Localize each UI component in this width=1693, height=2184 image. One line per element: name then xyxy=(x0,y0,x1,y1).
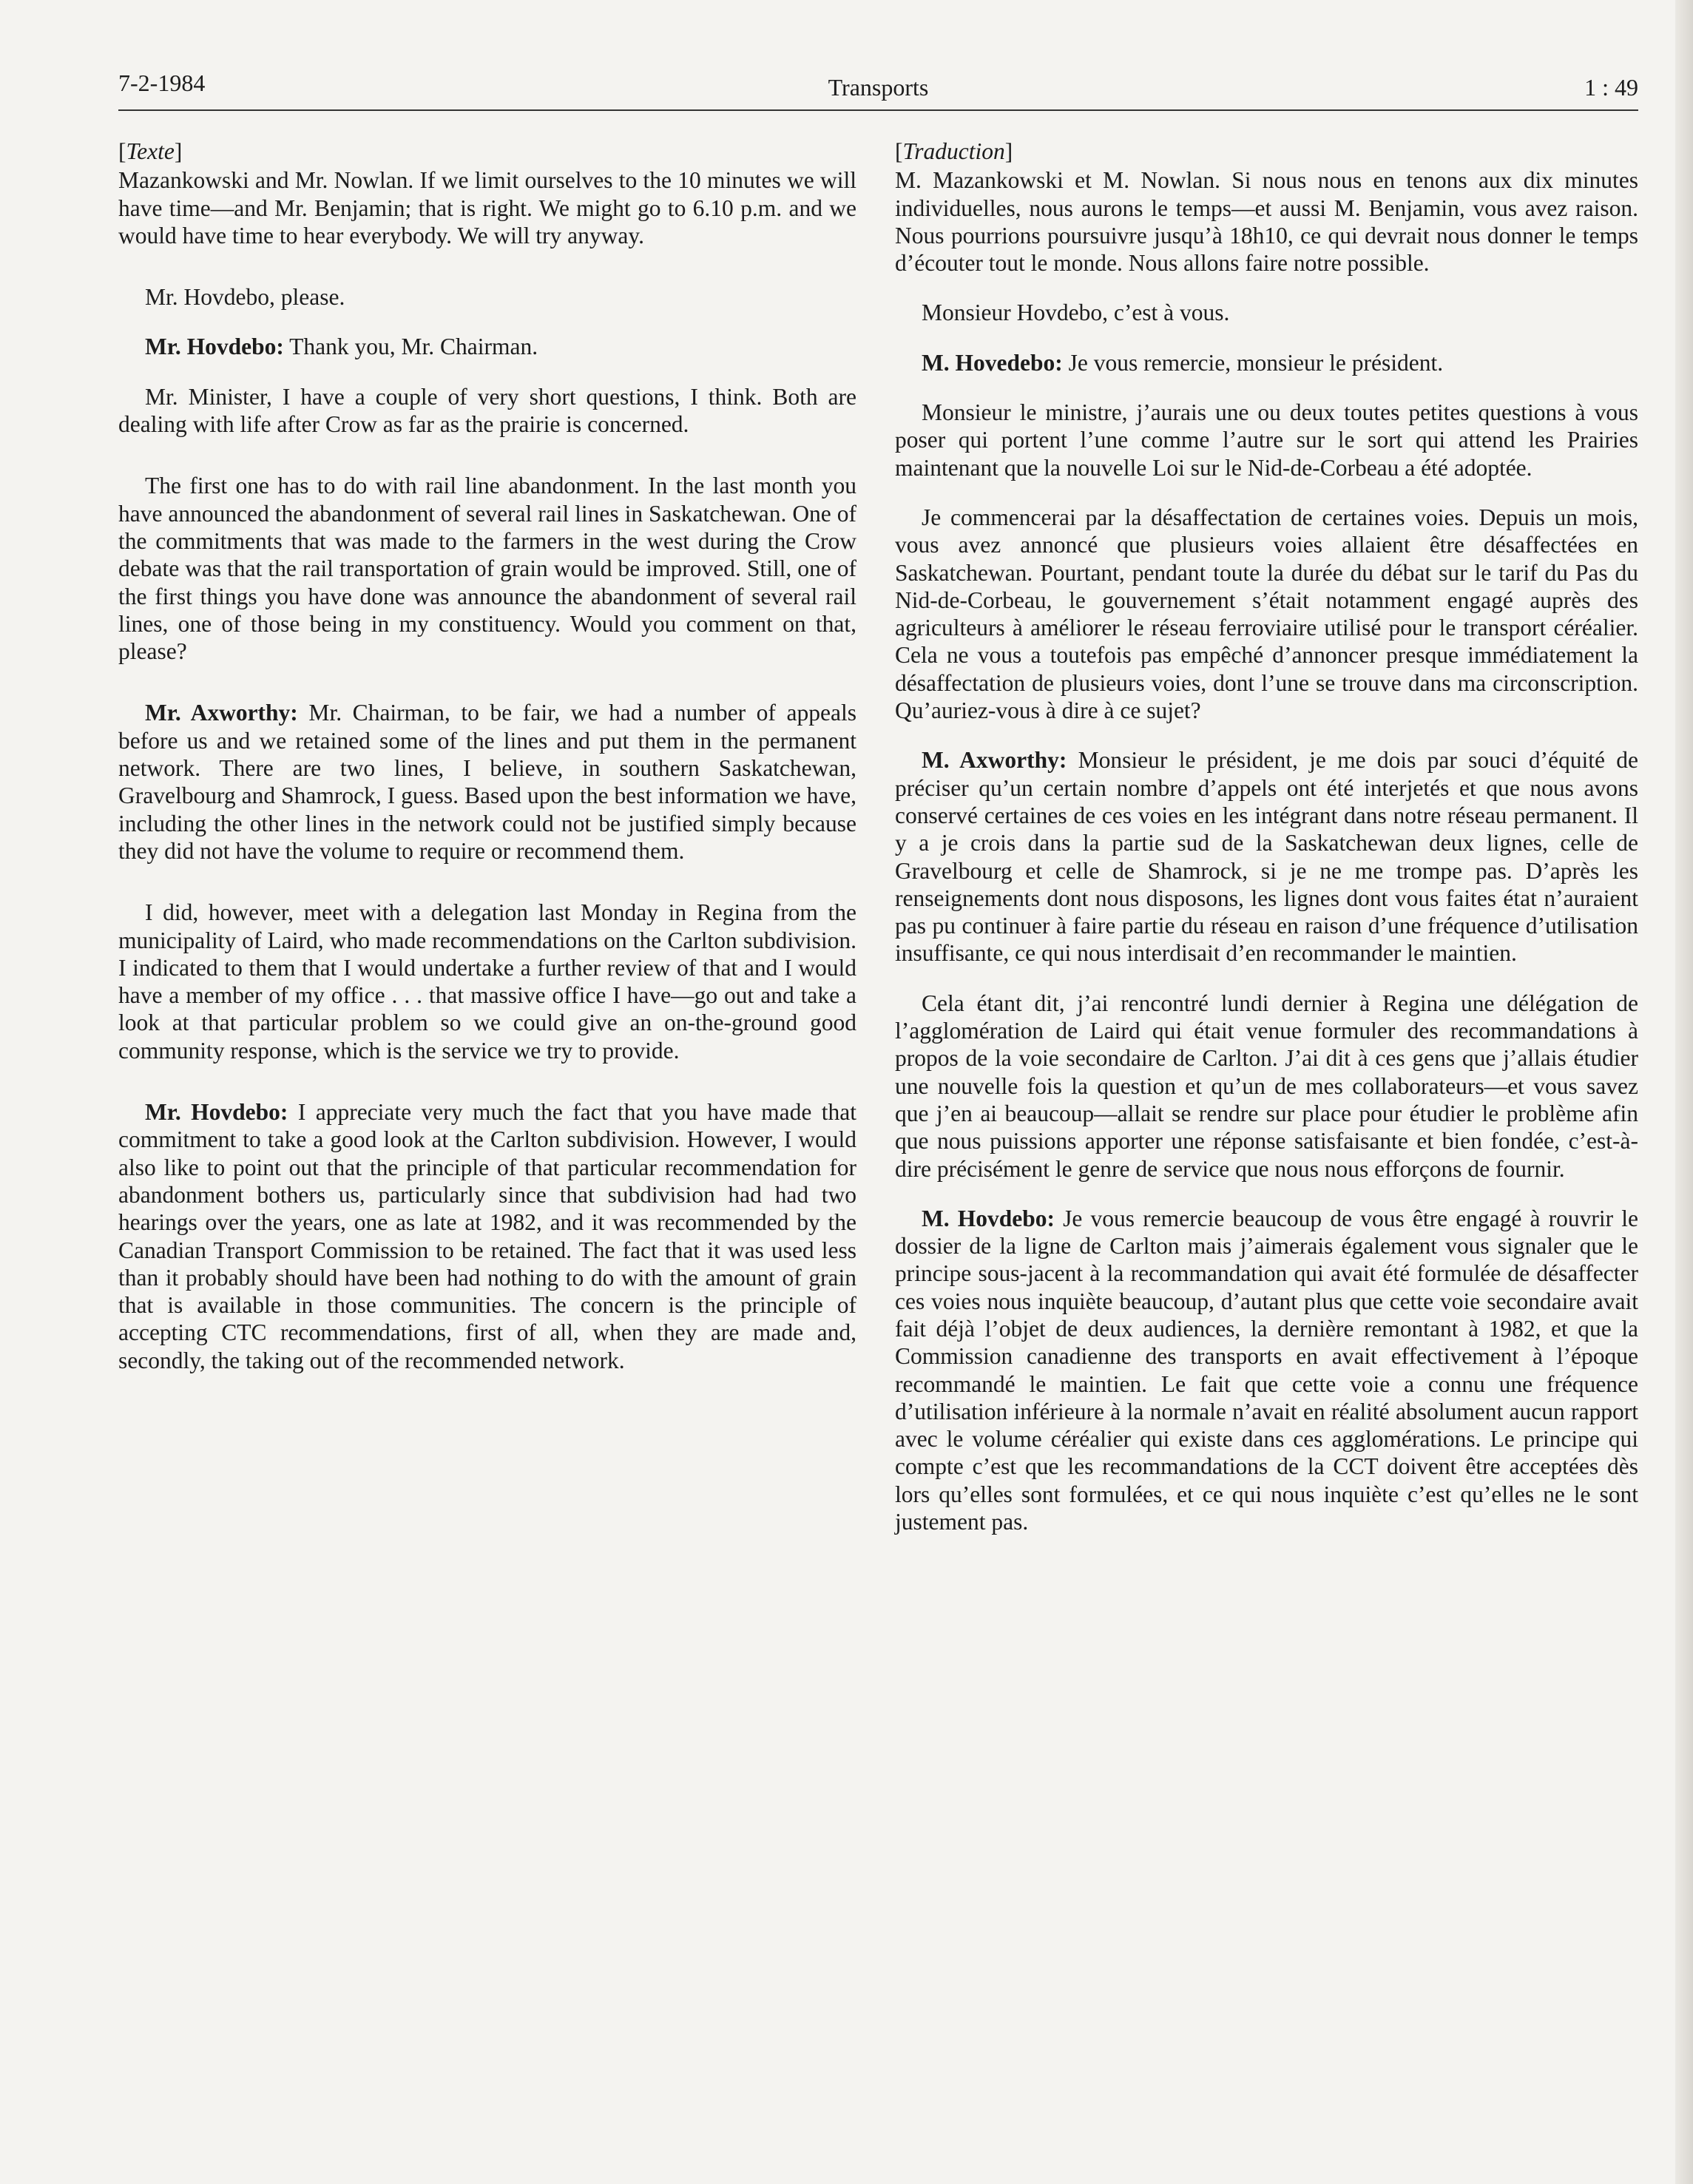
paragraph: The first one has to do with rail line abandonment. In the last month you have announced the abandonment of several rail lines in Saskatchewan. One of the commitments that was made to the farmers in the west during the Crow debate was that the rail transportation of grain would be improved. Still, one of the first things you have done was announce the abandonment of several rail lines, one of those being in my constituency. Would you comment on that, please? xyxy=(118,473,856,665)
column-tag-traduction: [Traduction] xyxy=(895,138,1013,164)
paragraph: M. Hovdebo: Je vous remercie beaucoup de vous être engagé à rouvrir le dossier de la ligne de Carlton mais j’aimerais également vous signaler que le principe sous-jacent à la recommandation qui avait été formulée de désaffecter ces voies nous inquiète beaucoup, d’autant plus que cette voie secondaire avait fait déjà l’objet de deux audiences, la dernière remontant à 1982, et que la Commission canadienne des transports en avait effectivement à l’époque recommandé le maintien. Le fait que cette voie a connu une fréquence d’utilisation inférieure à la normale n’avait en réalité absolument aucun rapport avec le volume céréalier qui existe dans ces agglomérations. Le principe qui compte c’est que les recommandations de la CCT doivent être acceptées dès lors qu’elles sont formulées, et ce qui nous inquiète c’est qu’elles ne le sont justement pas. xyxy=(895,1205,1638,1535)
paragraph: Mr. Minister, I have a couple of very short questions, I think. Both are dealing with life after Crow as far as the prairie is concerned. xyxy=(118,383,856,438)
paragraph: Mazankowski and Mr. Nowlan. If we limit ourselves to the 10 minutes we will have time—and Mr. Benjamin; that is right. We might go to 6.10 p.m. and we would have time to hear everybody. We will try anyway. xyxy=(118,167,856,249)
paragraph: Mr. Hovdebo: I appreciate very much the fact that you have made that commitment to take a good look at the Carlton subdivision. However, I would also like to point out that the principle of that particular recommendation for abandonment bothers us, particularly since that subdivision had had two hearings over the years, one as late at 1982, and it was recommended by the Canadian Transport Commission to be retained. The fact that it was used less than it probably should have been had nothing to do with the amount of grain that is available in those communities. The concern is the principle of accepting CTC recommendations, first of all, when they are made and, secondly, the taking out of the recommended network. xyxy=(118,1099,856,1373)
header-rule xyxy=(118,109,1638,111)
paragraph: M. Axworthy: Monsieur le président, je me dois par souci d’équité de préciser qu’un certain nombre d’appels ont été interjetés et que nous avons conservé certaines de ces voies en les intégrant dans notre réseau permanent. Il y a je crois dans la partie sud de la Saskatchewan deux lignes, celle de Gravelbourg et celle de Shamrock, si je ne me trompe pas. D’après les renseignements dont nous disposons, les lignes dont vous faites état n’auraient pas pu continuer à faire partie du réseau en raison d’une fréquence d’utilisation insuffisante, ce qui nous interdisait d’en recommander le maintien. xyxy=(895,747,1638,967)
paragraph: Cela étant dit, j’ai rencontré lundi dernier à Regina une délégation de l’agglomération de Laird qui était venue formuler des recommandations à propos de la voie secondaire de Carlton. J’ai dit à ces gens que j’allais étudier une nouvelle fois la question et qu’un de mes collaborateurs—et vous savez que j’en ai beaucoup—allait se rendre sur place pour étudier le problème afin que nous puissions apporter une réponse satisfaisante et bien fondée, c’est-à-dire précisément le genre de service que nous nous efforçons de fournir. xyxy=(895,990,1638,1182)
speaker-name: Mr. Axworthy: xyxy=(145,700,298,726)
paragraph: M. Hovedebo: Je vous remercie, monsieur le président. xyxy=(922,349,1444,376)
paragraph: Je commencerai par la désaffectation de certaines voies. Depuis un mois, vous avez annoncé que plusieurs voies allaient être désaffectées en Saskatchewan. Pourtant, pendant toute la durée du débat sur le tarif du Pas du Nid-de-Corbeau, le gouvernement s’était notamment engagé auprès des agriculteurs à améliorer le réseau ferroviaire utilisé pour le transport céréalier. Cela ne vous a toutefois pas empêché d’annoncer presque immédiatement la désaffectation de plusieurs voies, dont l’une se trouve dans ma circonscription. Qu’auriez-vous à dire à ce sujet? xyxy=(895,504,1638,724)
left-column-english xyxy=(118,138,856,1396)
header-page-number: 1 : 49 xyxy=(1584,74,1638,101)
column-tag-texte: [Texte] xyxy=(118,138,183,164)
paragraph: Monsieur le ministre, j’aurais une ou deux toutes petites questions à vous poser qui portent l’une comme l’autre sur le sort qui attend les Prairies maintenant que la nouvelle Loi sur le Nid-de-Corbeau a été adoptée. xyxy=(895,399,1638,481)
column-tag-label: Traduction xyxy=(902,138,1005,164)
page-edge-shadow xyxy=(1675,0,1693,2184)
paragraph: Mr. Hovdebo: Thank you, Mr. Chairman. xyxy=(145,334,538,360)
speaker-name: M. Hovdebo: xyxy=(922,1205,1055,1231)
speaker-name: Mr. Hovdebo: xyxy=(145,334,284,360)
page-header xyxy=(118,70,1638,111)
paragraph: Monsieur Hovdebo, c’est à vous. xyxy=(922,300,1230,326)
speaker-name: M. Axworthy: xyxy=(922,747,1067,774)
paragraph: I did, however, meet with a delegation last Monday in Regina from the municipality of Laird, who made recommendations on the Carlton subdivision. I indicated to them that I would undertake a further review of that and I would have a member of my office . . . that massive office I have—go out and take a look at that particular problem so we could give an on-the-ground good community response, which is the service we try to provide. xyxy=(118,899,856,1064)
right-column-french xyxy=(895,138,1638,1558)
paragraph: Mr. Axworthy: Mr. Chairman, to be fair, we had a number of appeals before us and we retained some of the lines and put them in the permanent network. There are two lines, I believe, in southern Saskatchewan, Gravelbourg and Shamrock, I guess. Based upon the best information we have, including the other lines in the network could not be justified simply because they did not have the volume to require or recommend them. xyxy=(118,700,856,864)
speaker-name: Mr. Hovdebo: xyxy=(145,1099,288,1126)
header-title: Transports xyxy=(828,74,929,101)
speaker-name: M. Hovedebo: xyxy=(922,349,1063,376)
column-tag-label: Texte xyxy=(126,138,175,164)
paragraph: M. Mazankowski et M. Nowlan. Si nous nous en tenons aux dix minutes individuelles, nous aurons le temps—et aussi M. Benjamin, vous avez raison. Nous pourrions poursuivre jusqu’à 18h10, ce qui devrait nous donner le temps d’écouter tout le monde. Nous allons faire notre possible. xyxy=(895,167,1638,277)
paragraph: Mr. Hovdebo, please. xyxy=(145,284,345,311)
header-date: 7-2-1984 xyxy=(118,70,206,96)
